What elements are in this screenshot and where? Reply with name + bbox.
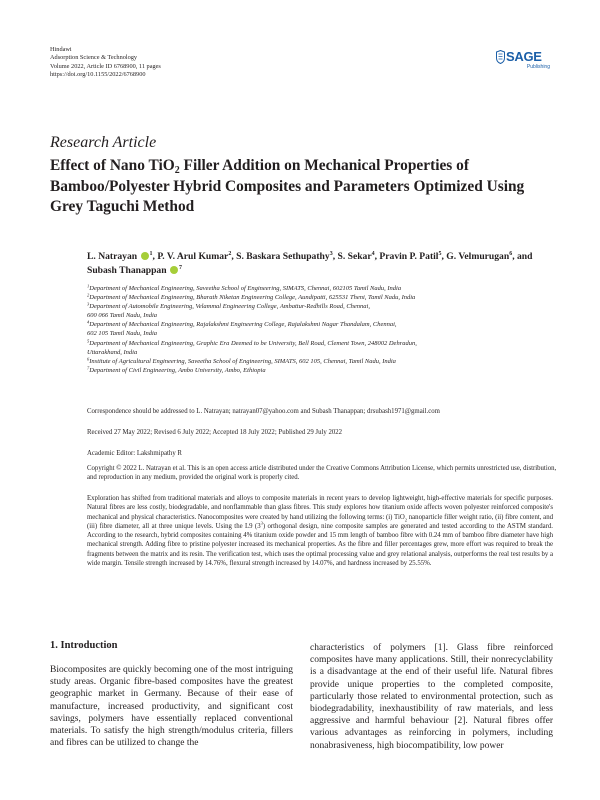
affiliation-line: $^7$Department of Civil Engineering, Ambo University, Ambo, Ethiopia [87,365,266,374]
author-name: S. Sekar [337,251,372,262]
affiliation-number: 4 [87,319,90,325]
author-name: S. Baskara Sethupathy [236,251,330,262]
body-column-right: characteristics of polymers [1]. Glass fibre reinforced composites have many applications. Still, their nonrecyclability is a disadvantage at the end of their useful life. Natural fibres provide unique properties to the completed composite, particularly those related to environmental protection, such as biodegradability, inexhaustibility of raw materials, and less aggressive and harmful behaviour [2]. Natural fibres offer various advantages as reinforcing in polymers, including nonabrasiveness, high biocompatibility, low power [310,643,553,751]
sage-publishing: Publishing [526,64,550,70]
author-name: G. Velmurugan [446,251,510,262]
author-affiliation-number: 3 [329,251,333,257]
article-type: Research Article [50,134,157,151]
abstract: Exploration has shifted from traditional materials and alloys to composite materials in recent years to develop lightweight, high-effective materials for specific purposes. Natural fibres are less costly, biodegradable, and nonflammable than glass fibres. This study explores how titanium oxide affects woven polyester reinforced composite's mechanical and physical characteristics. Nanocomposites were created by hand utilizing the following terms: (i) TiO$_2$ nanoparticle filler weight ratio, (ii) fibre content, and (iii) fibre diameter, all at three unique levels. Using the L9 $(3^3)$ orthogonal design, nine composite samples are generated and tested according to the ASTM standard. According to the research, hybrid composites containing 4% titanium oxide powder and 15 mm length of bamboo fibre with 0.24 mm of bamboo fibre diameter have high mechanical strength. Adding fibre to pristine polyester increased its mechanical properties. As the fibre and filler percentages grew, more effort was required to break the fragments between the matrix and its resin. The verification test, which uses the optimal processing value and grey relational analysis, outperforms the real test results by a wide margin. Tensile strength increased by 14.76%, flexural strength increased by 14.07%, and hardness increased by 25.55%. [87,495,554,567]
section-heading: 1. Introduction [50,640,118,651]
journal-info [50,46,161,79]
author-name: Pravin P. Patil [379,251,439,262]
orcid-icon[interactable] [170,266,178,274]
sage-word: SAGE [506,49,542,64]
academic-editor: Academic Editor: Lakshmipathy R [87,450,182,457]
author-affiliation-number: 2 [228,251,232,257]
affiliation-line: $^6$Institute of Agricultural Engineering, Saveetha School of Engineering, SIMATS, 602 105, Chennai, Tamil Nadu, India [87,356,396,365]
author-affiliation-number: 5 [438,251,442,257]
affiliation-number: 2 [87,292,90,298]
author-affiliation-number: 7 [178,264,182,271]
affiliation-line: $^4$Department of Mechanical Engineering, Rajalakshmi Engineering College, Rajalakshmi Nagar Thandalam, Chennai, [87,319,397,329]
author-list: L. Natrayan $^1$, P. V. Arul Kumar$^2$, S. Baskara Sethupathy$^3$, S. Sekar$^4$, Pravin P. Patil$^5$, G. Velmurugan$^6$, and Subash Thanappan $^7$ [87,251,533,276]
journal-doi[interactable]: https://doi.org/10.1155/2022/6768900 [50,70,146,78]
affiliation-line: $^1$Department of Mechanical Engineering, Saveetha School of Engineering, SIMATS, Chennai, 602105 Tamil Nadu, India [87,283,402,292]
author-affiliation-number: 6 [509,251,513,257]
author-name: P. V. Arul Kumar [157,251,229,262]
publisher-name: Hindawi [50,46,72,53]
affiliation-line: $^3$Department of Automobile Engineering, Velammal Engineering College, Ambattur-Redhills Road, Chennai, [87,301,370,311]
orcid-icon[interactable] [141,252,149,260]
affiliation-line: 602 105 Tamil Nadu, India [87,330,158,338]
affiliation-number: 7 [87,365,90,371]
body-column-left: Biocomposites are quickly becoming one of the most intriguing study areas. Organic fibre-based composites have the greatest geographic market in Germany. Because of their ease of manufacture, increased productivity, and significant cost savings, polymers have essentially replaced conventional materials. To satisfy the high strength/modulus criteria, fillers and fibres can be utilized to change the [50,665,293,749]
affiliation-line: $^5$Department of Mechanical Engineering, Graphic Era Deemed to be University, Bell Road, Clement Town, 248002 Dehradun, [87,338,417,347]
author-affiliation-number: 1 [149,251,153,257]
affiliation-number: 3 [87,301,90,307]
affiliation-number: 6 [87,356,90,362]
author-affiliation-number: 4 [371,251,375,257]
correspondence: Correspondence should be addressed to L. Natrayan; natrayan07@yahoo.com and Subash Thanappan; drsubash1971@gmail.com [87,408,440,415]
sage-logo [496,50,552,78]
affiliation-list [87,284,557,375]
author-name: L. Natrayan [87,251,138,262]
affiliation-line: 600 066 Tamil Nadu, India [87,312,158,320]
author-name: and Subash Thanappan [87,251,533,276]
journal-name: Adsorption Science & Technology [50,54,138,62]
sage-shield-icon [496,50,505,64]
paper-title: Effect of Nano TiO$_2$ Filler Addition on Mechanical Properties of Bamboo/Polyester Hybrid Composites and Parameters Optimized Using Grey Taguchi Method [50,157,525,215]
copyright-notice: Copyright © 2022 L. Natrayan et al. This is an open access article distributed under the Creative Commons Attribution License, which permits unrestricted use, distribution, and reproduction in any medium, provided the original work is properly cited. [87,465,557,482]
affiliation-line: $^2$Department of Mechanical Engineering, Bharath Niketan Engineering College, Aundipatti, 625531 Theni, Tamil Nadu, India [87,292,416,302]
affiliation-number: 5 [87,338,90,344]
journal-volume: Volume 2022, Article ID 6768900, 11 pages [50,62,161,70]
affiliation-line: Uttarakhand, India [87,348,138,356]
publication-dates: Received 27 May 2022; Revised 6 July 2022; Accepted 18 July 2022; Published 29 July 2022 [87,429,343,436]
affiliation-number: 1 [87,283,90,289]
